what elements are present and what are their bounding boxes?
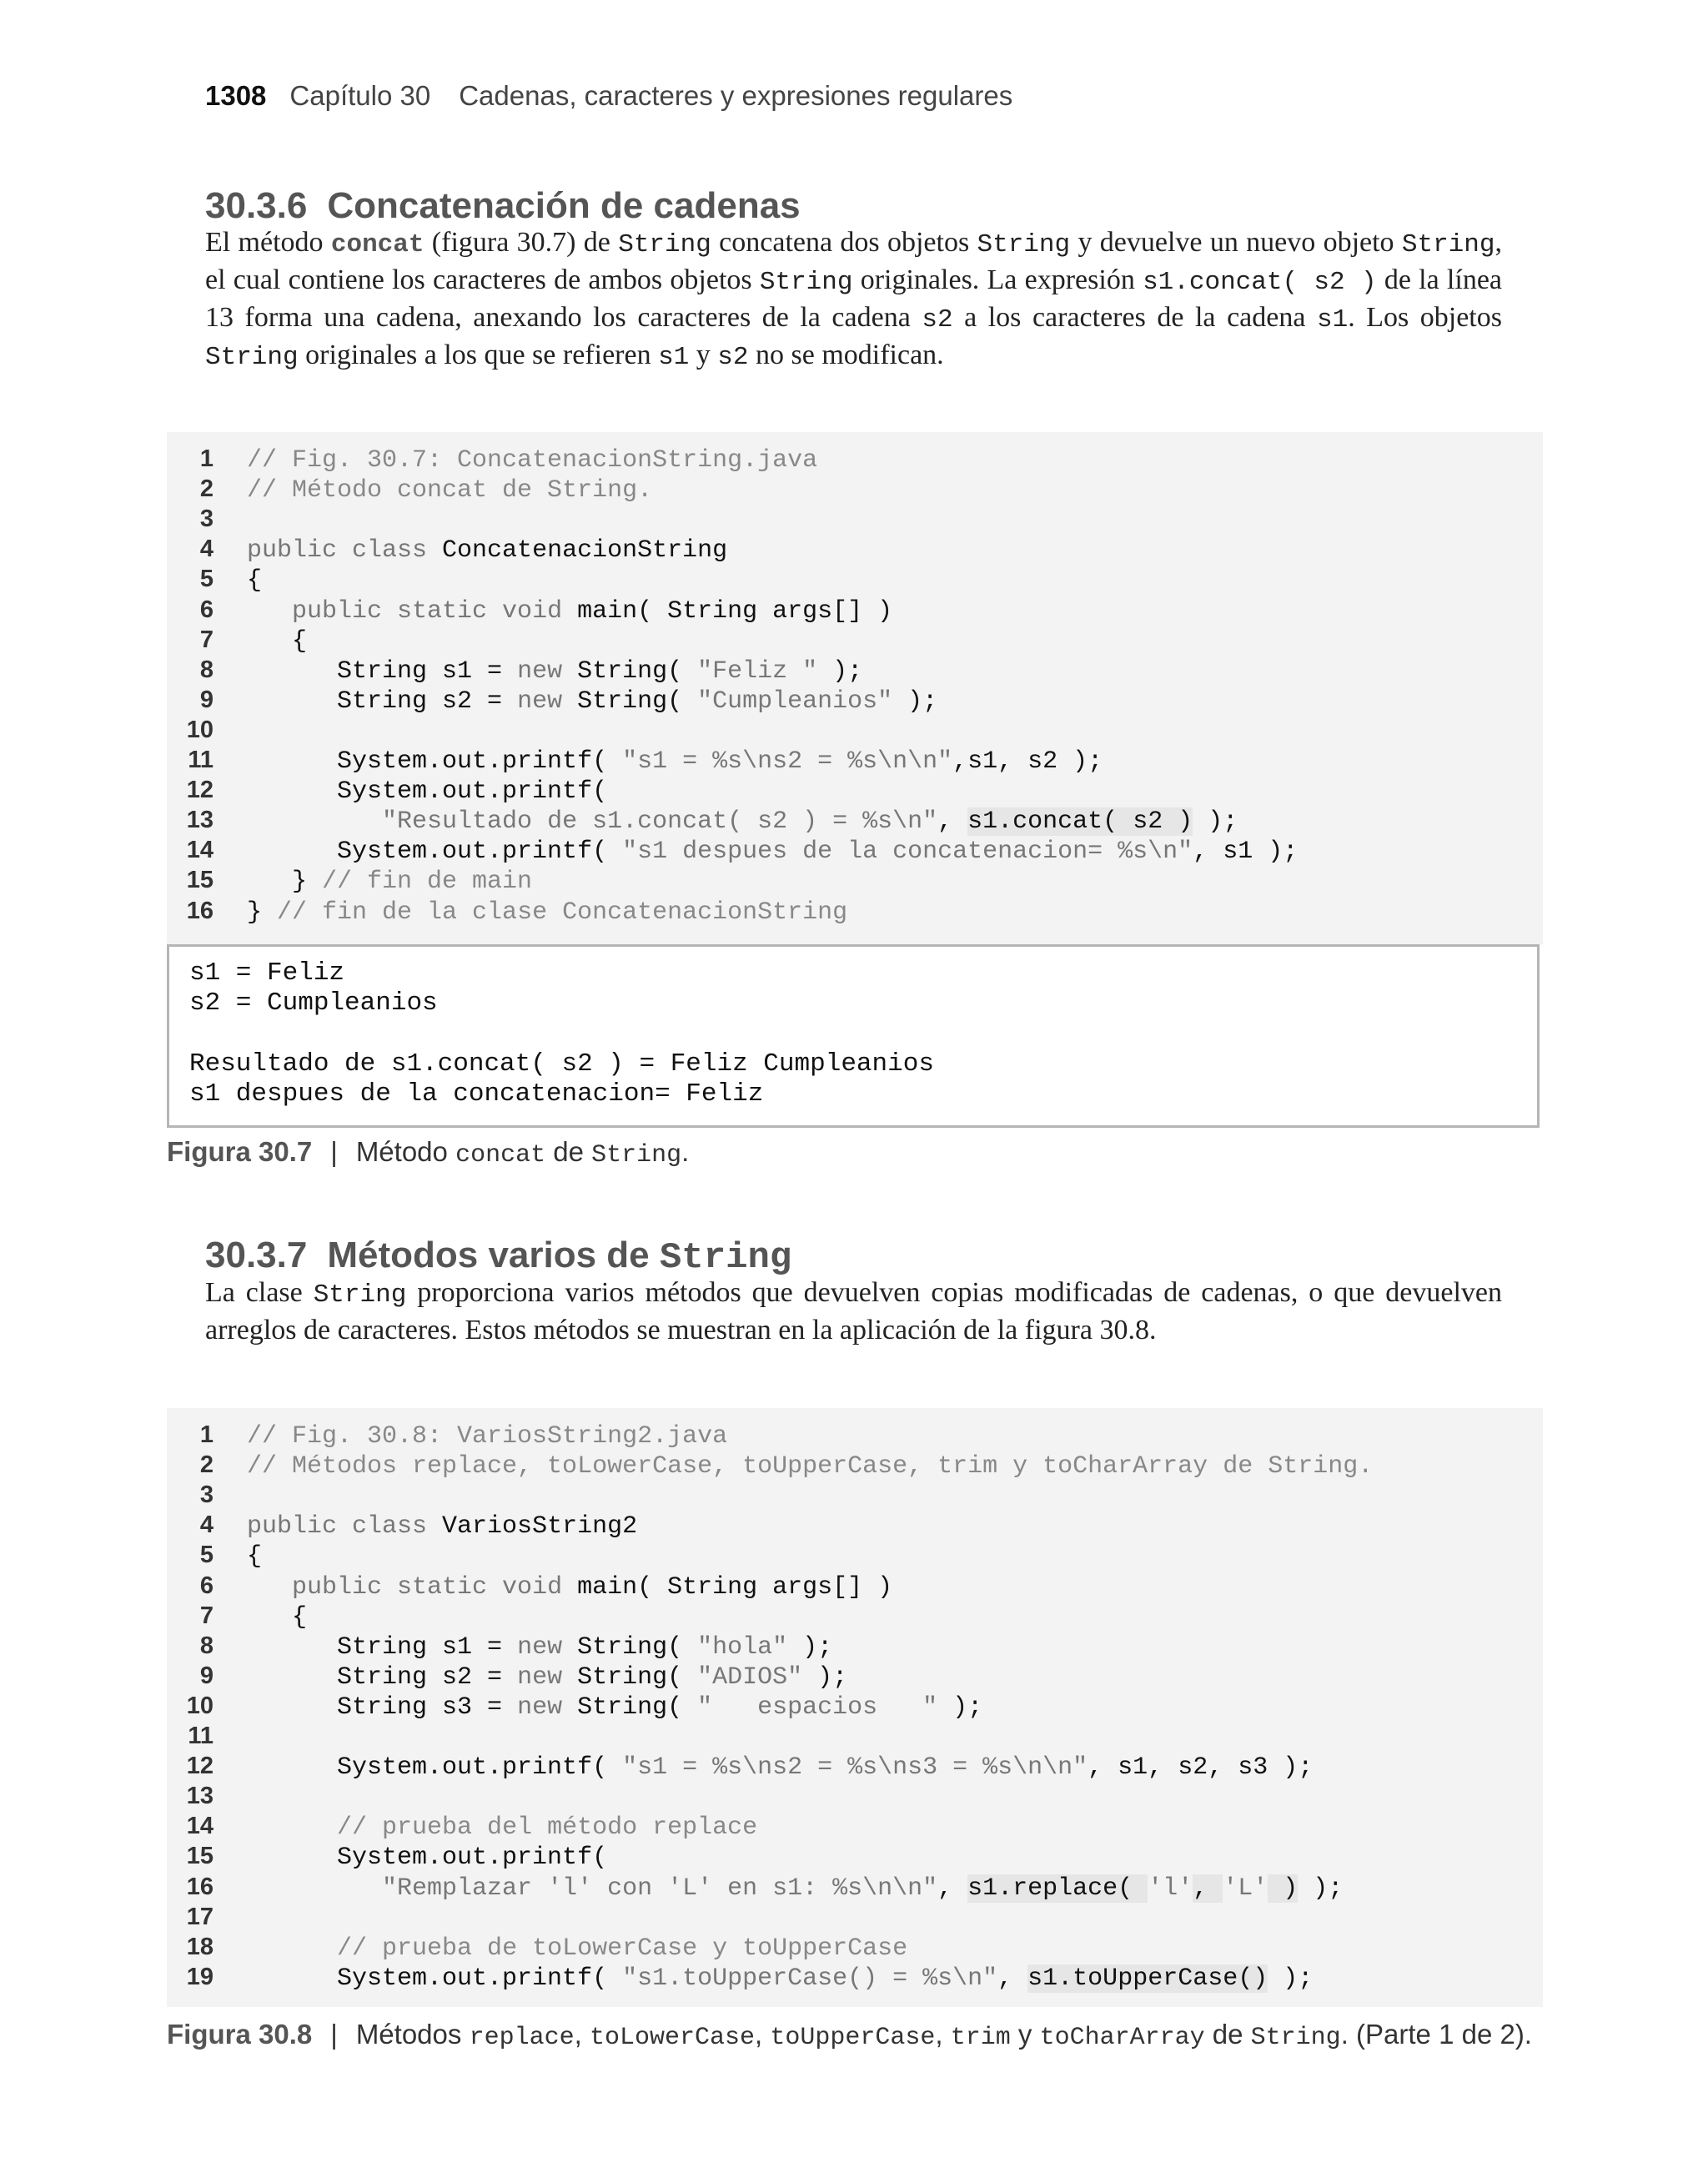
code-line — [167, 717, 247, 747]
code-token: new — [517, 1662, 578, 1692]
line-number: 5 — [199, 566, 214, 593]
section-number: 30.3.7 — [205, 1235, 308, 1275]
code-token: "s1 = %s\ns2 = %s\n\n" — [622, 747, 953, 776]
text-run: y — [689, 340, 718, 370]
code-token: // prueba de toLowerCase y toUpperCase — [337, 1934, 908, 1963]
code-token: 'L' — [1223, 1874, 1268, 1903]
program-output-fig-30-7 — [167, 944, 1540, 1128]
line-number: 8 — [199, 656, 214, 683]
code-token: "Feliz " — [697, 656, 818, 686]
inline-code: String — [618, 230, 711, 259]
text-run: El método — [205, 227, 331, 258]
text-run: no se modifican. — [748, 340, 944, 370]
inline-code: String — [1250, 2024, 1341, 2052]
code-token: s1.replace( — [967, 1874, 1148, 1903]
code-line — [167, 1753, 1313, 1783]
code-token: 'l' — [1148, 1874, 1193, 1903]
text-run: Métodos — [355, 2019, 470, 2050]
inline-code: String — [205, 343, 299, 372]
code-line — [167, 1512, 637, 1542]
inline-code: trim — [950, 2024, 1011, 2052]
code-token: "Remplazar 'l' con 'L' en s1: %s\n\n" — [382, 1874, 938, 1903]
code-token: "Cumpleanios" — [697, 687, 893, 716]
text-run: proporciona varios métodos que devuelven copias modificadas de cadenas, o que devuelven arreglos de caracteres. Estos métodos se muestran en la aplicación de la figura 30.8. — [205, 1277, 1502, 1346]
line-number: 12 — [186, 1753, 214, 1780]
line-number: 10 — [186, 716, 214, 743]
text-run: de — [545, 1136, 592, 1167]
code-line — [167, 445, 817, 475]
code-line — [167, 1783, 247, 1813]
code-line — [167, 626, 307, 656]
code-token: // fin de la clase ConcatenacionString — [277, 898, 848, 927]
inline-code: concat — [455, 1141, 546, 1169]
text-run: La clase — [205, 1277, 314, 1308]
code-line — [167, 1632, 832, 1662]
code-token: // Método concat de String. — [247, 476, 653, 506]
code-token: , s1 ); — [1193, 837, 1299, 867]
inline-code: s2 — [922, 305, 953, 334]
inline-code: String — [313, 1280, 407, 1310]
section-paragraph-misc-methods — [205, 1275, 1502, 1348]
section-number: 30.3.6 — [205, 185, 308, 226]
code-token: public static void — [292, 1572, 578, 1602]
section-title: Concatenación de cadenas — [327, 185, 801, 226]
code-token: System.out.printf( — [247, 837, 623, 867]
code-token: // prueba del método replace — [337, 1813, 758, 1843]
line-number: 16 — [186, 897, 214, 924]
code-line — [167, 1662, 847, 1693]
code-line — [167, 506, 247, 536]
code-token: , s1, s2, s3 ); — [1088, 1753, 1314, 1783]
text-run: , el cual contiene los caracteres de ambos objetos — [205, 227, 1502, 295]
code-token: // Fig. 30.8: VariosString2.java — [247, 1422, 728, 1451]
code-token: , — [937, 1874, 968, 1903]
code-token: // Fig. 30.7: ConcatenacionString.java — [247, 446, 818, 475]
code-token: ) — [1268, 1874, 1299, 1903]
inline-code: String — [977, 230, 1071, 259]
code-token: public static void — [292, 596, 578, 626]
inline-code: String — [591, 1141, 682, 1169]
text-run: . (Parte 1 de 2). — [1340, 2019, 1532, 2050]
chapter-title: Cadenas, caracteres y expresiones regulares — [459, 80, 1013, 111]
line-number: 11 — [188, 1723, 214, 1749]
line-number: 3 — [199, 1481, 214, 1509]
code-token: new — [517, 656, 578, 686]
code-token: { — [247, 1542, 263, 1572]
line-number: 16 — [186, 1873, 214, 1900]
code-token: ); — [1268, 1964, 1314, 1993]
code-token: String s3 = — [247, 1693, 518, 1722]
line-number: 1 — [199, 1421, 214, 1448]
figure-caption-30-8: Figura 30.8 | Métodos replace, toLowerCase, toUpperCase, trim y toCharArray de String. (Parte 1 de 2). — [167, 2019, 1532, 2052]
line-number: 2 — [199, 1451, 214, 1479]
line-number: 14 — [186, 837, 214, 864]
code-token: ); — [1193, 807, 1238, 837]
line-number: 3 — [199, 506, 214, 533]
code-line — [167, 1572, 892, 1602]
code-token: main( String args[] ) — [577, 596, 893, 626]
line-number: 2 — [199, 475, 214, 503]
code-line — [167, 1964, 1313, 1994]
output-line: Resultado de s1.concat( s2 ) = Feliz Cumpleanios — [189, 1049, 934, 1079]
line-number: 15 — [186, 1843, 214, 1870]
line-number: 9 — [199, 1662, 214, 1689]
output-line: s2 = Cumpleanios — [189, 988, 438, 1019]
inline-code: toCharArray — [1039, 2024, 1205, 2052]
figure-caption-text — [356, 2019, 1532, 2050]
code-token: // fin de main — [322, 868, 533, 897]
code-token: "hola" — [697, 1632, 788, 1662]
line-number: 6 — [199, 596, 214, 623]
line-number: 13 — [186, 807, 214, 834]
section-paragraph-concat — [205, 225, 1502, 375]
code-line — [167, 1934, 907, 1964]
text-run: . Los objetos — [1348, 302, 1502, 333]
code-line — [167, 747, 1103, 777]
code-token: String( — [577, 1632, 698, 1662]
code-line — [167, 566, 262, 596]
inline-code: replace — [469, 2024, 575, 2052]
text-run: , — [754, 2019, 771, 2050]
code-line — [167, 1451, 1373, 1481]
code-listing-fig-30-8 — [167, 1408, 1543, 2007]
text-run: Método — [355, 1136, 456, 1167]
code-token — [247, 807, 382, 836]
code-line — [167, 867, 532, 897]
line-number: 4 — [199, 536, 214, 563]
line-number: 9 — [199, 686, 214, 713]
code-line — [167, 1843, 607, 1873]
code-token: ); — [892, 687, 938, 716]
code-token: new — [517, 1632, 578, 1662]
inline-code: toUpperCase — [770, 2024, 936, 2052]
code-line — [167, 536, 727, 566]
line-number: 13 — [186, 1783, 214, 1810]
code-token: String s1 = — [247, 656, 518, 686]
code-line — [167, 1693, 982, 1723]
code-token — [247, 597, 292, 626]
chapter-label: Capítulo 30 — [289, 80, 431, 111]
line-number: 10 — [186, 1692, 214, 1719]
code-token: new — [517, 1693, 578, 1722]
code-token: System.out.printf( — [247, 747, 623, 776]
text-run: de la línea 13 forma una cadena, anexando los caracteres de la cadena — [205, 264, 1503, 333]
code-line — [167, 1813, 757, 1843]
inline-code: String — [1401, 230, 1495, 259]
line-number: 4 — [199, 1512, 214, 1539]
code-token: ); — [802, 1662, 848, 1692]
code-token: String s2 = — [247, 1662, 518, 1692]
line-number: 6 — [199, 1572, 214, 1599]
figure-label: Figura 30.7 — [167, 1136, 313, 1167]
code-token: { — [247, 1602, 308, 1632]
text-run: , — [574, 2019, 590, 2050]
inline-code: toLowerCase — [589, 2024, 755, 2052]
code-token — [247, 1934, 337, 1963]
code-token: "s1 despues de la concatenacion= %s\n" — [622, 837, 1193, 867]
code-token: } — [247, 898, 278, 927]
code-token: "s1 = %s\ns2 = %s\ns3 = %s\n\n" — [622, 1753, 1088, 1783]
line-number: 8 — [199, 1632, 214, 1659]
code-token: ,s1, s2 ); — [952, 747, 1103, 776]
code-token: } — [247, 868, 323, 897]
text-run: . — [681, 1136, 690, 1167]
code-line — [167, 837, 1298, 867]
inline-code: s2 — [717, 343, 749, 372]
line-number: 7 — [199, 626, 214, 653]
code-line — [167, 898, 847, 928]
section-title-code: String — [659, 1237, 792, 1279]
code-token: ); — [1298, 1874, 1344, 1903]
section-title: Métodos varios de — [327, 1235, 660, 1275]
section-heading-concat — [205, 185, 801, 227]
figure-caption-text — [356, 1136, 690, 1167]
code-token: System.out.printf( — [247, 1753, 623, 1783]
code-token: System.out.printf( — [247, 777, 608, 807]
code-token: System.out.printf( — [247, 1844, 608, 1873]
code-token: "ADIOS" — [697, 1662, 803, 1692]
inline-code: s1 — [658, 343, 690, 372]
line-number: 14 — [186, 1813, 214, 1840]
code-token: System.out.printf( — [247, 1964, 623, 1993]
code-token: { — [247, 626, 308, 656]
code-token: , — [1193, 1874, 1223, 1903]
text-run: concatena dos objetos — [711, 227, 977, 258]
code-token: ); — [817, 656, 863, 686]
code-token — [247, 1813, 337, 1842]
inline-code: String — [759, 268, 853, 297]
code-listing-fig-30-7 — [167, 432, 1543, 944]
figure-caption-30-7: Figura 30.7 | Método concat de String. — [167, 1136, 690, 1169]
code-token: " espacios " — [697, 1693, 938, 1722]
text-run: originales a los que se refieren — [298, 340, 659, 370]
output-line: s1 despues de la concatenacion= Feliz — [189, 1079, 764, 1109]
code-token: ); — [787, 1632, 833, 1662]
code-line — [167, 1904, 247, 1934]
code-token: ConcatenacionString — [442, 536, 728, 566]
line-number: 17 — [186, 1903, 214, 1930]
code-token — [247, 1573, 292, 1602]
code-line — [167, 1874, 1343, 1904]
code-line — [167, 475, 652, 506]
line-number: 7 — [199, 1602, 214, 1629]
code-line — [167, 1542, 262, 1572]
code-token: String( — [577, 1693, 698, 1722]
code-token: main( String args[] ) — [577, 1572, 893, 1602]
line-number: 12 — [186, 777, 214, 804]
code-token: String s2 = — [247, 687, 518, 716]
figure-label: Figura 30.8 — [167, 2019, 313, 2050]
code-line — [167, 687, 937, 717]
inline-code: concat — [330, 230, 424, 259]
code-line — [167, 1602, 307, 1632]
code-token: String( — [577, 656, 698, 686]
line-number: 5 — [199, 1542, 214, 1569]
code-token: new — [517, 687, 578, 716]
code-token: s1.toUpperCase() — [1027, 1964, 1268, 1993]
code-token: // Métodos replace, toLowerCase, toUpperCase, trim y toCharArray de String. — [247, 1452, 1374, 1481]
text-run: , — [935, 2019, 951, 2050]
text-run: y — [1010, 2019, 1040, 2050]
code-line — [167, 777, 607, 807]
code-token: String( — [577, 687, 698, 716]
text-run: de — [1204, 2019, 1251, 2050]
code-line — [167, 807, 1238, 837]
code-token — [247, 1874, 382, 1903]
text-run: originales. La expresión — [852, 264, 1143, 295]
code-token: "s1.toUpperCase() = %s\n" — [622, 1964, 998, 1993]
text-run: a los caracteres de la cadena — [952, 302, 1317, 333]
text-run: (figura 30.7) de — [424, 227, 619, 258]
code-token: public class — [247, 1512, 443, 1542]
code-token: VariosString2 — [442, 1512, 638, 1542]
running-head — [205, 80, 1012, 112]
code-token: String s1 = — [247, 1632, 518, 1662]
code-token: , — [997, 1964, 1028, 1993]
code-token: "Resultado de s1.concat( s2 ) = %s\n" — [382, 807, 938, 837]
code-token: public class — [247, 536, 443, 566]
code-token: { — [247, 566, 263, 596]
code-line — [167, 1421, 727, 1451]
inline-code: s1.concat( s2 ) — [1143, 268, 1377, 297]
line-number: 15 — [186, 867, 214, 894]
code-line — [167, 1481, 247, 1512]
code-line — [167, 1723, 247, 1753]
section-heading-misc-methods — [205, 1235, 791, 1279]
code-line — [167, 596, 892, 626]
page-number: 1308 — [205, 80, 267, 111]
code-token: s1.concat( s2 ) — [967, 807, 1193, 837]
output-line: s1 = Feliz — [189, 958, 345, 988]
code-token: ); — [937, 1693, 983, 1722]
code-token: String( — [577, 1662, 698, 1692]
code-line — [167, 656, 862, 687]
text-run: y devuelve un nuevo objeto — [1070, 227, 1402, 258]
line-number: 18 — [186, 1933, 214, 1960]
code-token: , — [937, 807, 968, 837]
inline-code: s1 — [1316, 305, 1349, 334]
line-number: 11 — [188, 747, 214, 773]
line-number: 1 — [199, 445, 214, 472]
line-number: 19 — [186, 1963, 214, 1990]
